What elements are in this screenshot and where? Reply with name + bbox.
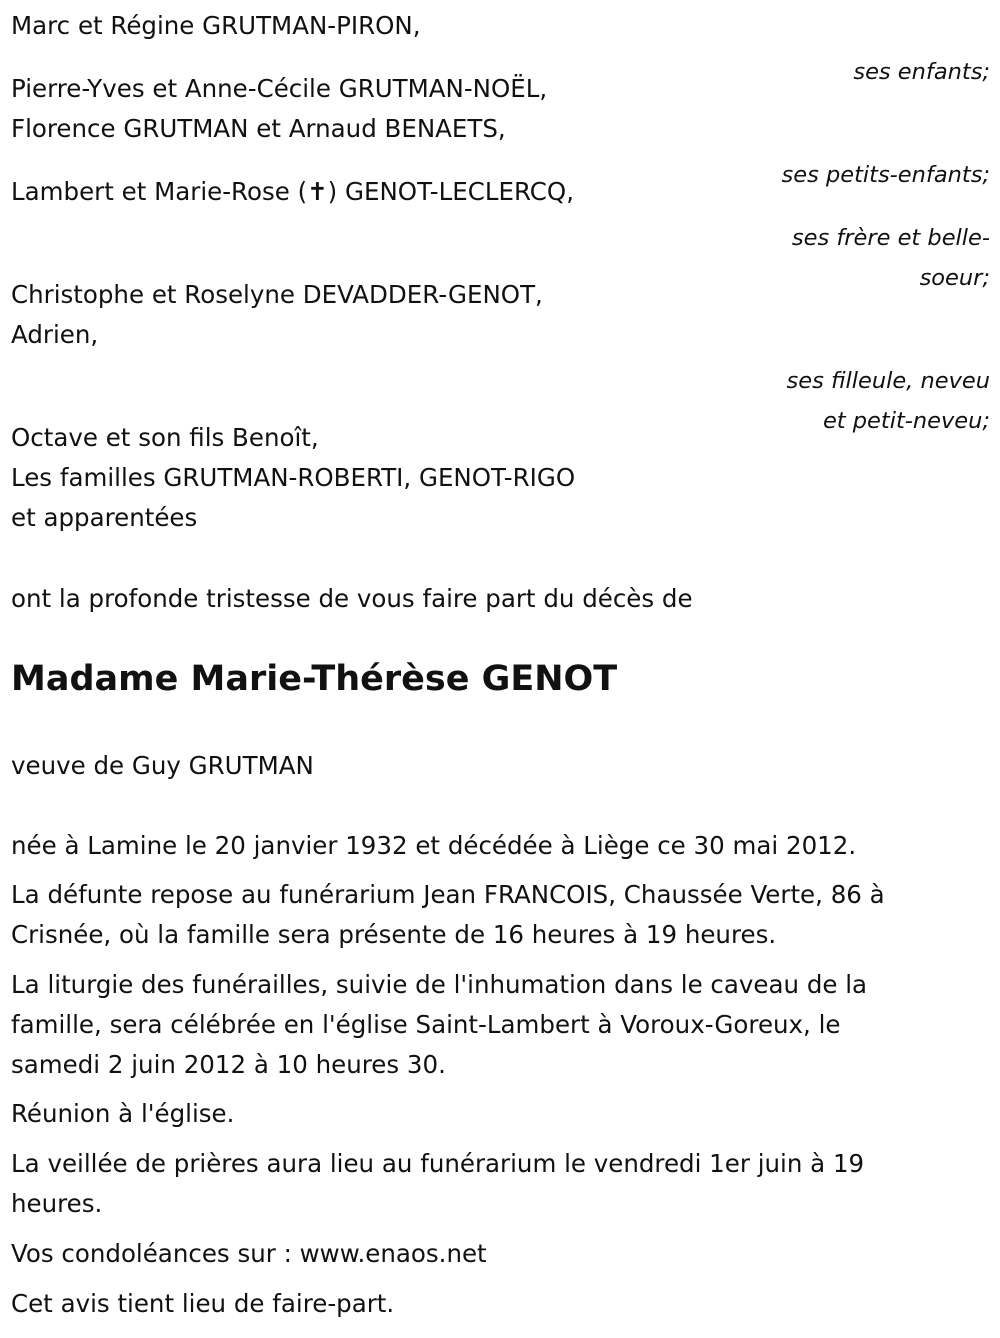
family-line: Adrien,	[11, 320, 99, 349]
funerarium-info: Crisnée, où la famille sera présente de 16 heures à 19 heures.	[11, 920, 777, 949]
family-line: Pierre-Yves et Anne-Cécile GRUTMAN-NOËL,	[11, 74, 548, 103]
family-line: Octave et son fils Benoît,	[11, 423, 319, 452]
relationship-label: ses enfants;	[853, 58, 990, 85]
family-line: Lambert et Marie-Rose (✝) GENOT-LECLERCQ,	[11, 177, 574, 206]
condolences-info: Vos condoléances sur : www.enaos.net	[11, 1239, 487, 1268]
family-line: et apparentées	[11, 503, 198, 532]
deceased-name: Madame Marie-Thérèse GENOT	[11, 659, 618, 699]
family-line: Florence GRUTMAN et Arnaud BENAETS,	[11, 114, 506, 143]
relationship-label: ses frère et belle-	[791, 224, 990, 251]
birth-death: née à Lamine le 20 janvier 1932 et décédée à Liège ce 30 mai 2012.	[11, 831, 857, 860]
relationship-label: ses petits-enfants;	[781, 161, 990, 188]
vigil-info: La veillée de prières aura lieu au funérarium le vendredi 1er juin à 19	[11, 1149, 865, 1178]
liturgy-info: La liturgie des funérailles, suivie de l'inhumation dans le caveau de la	[11, 970, 868, 999]
liturgy-info: famille, sera célébrée en l'église Saint-Lambert à Voroux-Goreux, le	[11, 1010, 841, 1039]
family-line: Les familles GRUTMAN-ROBERTI, GENOT-RIGO	[11, 463, 576, 492]
announcement: ont la profonde tristesse de vous faire part du décès de	[11, 584, 693, 613]
family-line: Marc et Régine GRUTMAN-PIRON,	[11, 11, 421, 40]
vigil-info: heures.	[11, 1189, 103, 1218]
notice-statement: Cet avis tient lieu de faire-part.	[11, 1289, 395, 1318]
reunion-info: Réunion à l'église.	[11, 1099, 235, 1128]
relationship-label: et petit-neveu;	[822, 407, 990, 434]
family-line: Christophe et Roselyne DEVADDER-GENOT,	[11, 280, 543, 309]
relationship-label: ses filleule, neveu	[786, 367, 990, 394]
funerarium-info: La défunte repose au funérarium Jean FRANCOIS, Chaussée Verte, 86 à	[11, 880, 885, 909]
liturgy-info: samedi 2 juin 2012 à 10 heures 30.	[11, 1050, 446, 1079]
widow-of: veuve de Guy GRUTMAN	[11, 751, 314, 780]
relationship-label: soeur;	[919, 264, 990, 291]
